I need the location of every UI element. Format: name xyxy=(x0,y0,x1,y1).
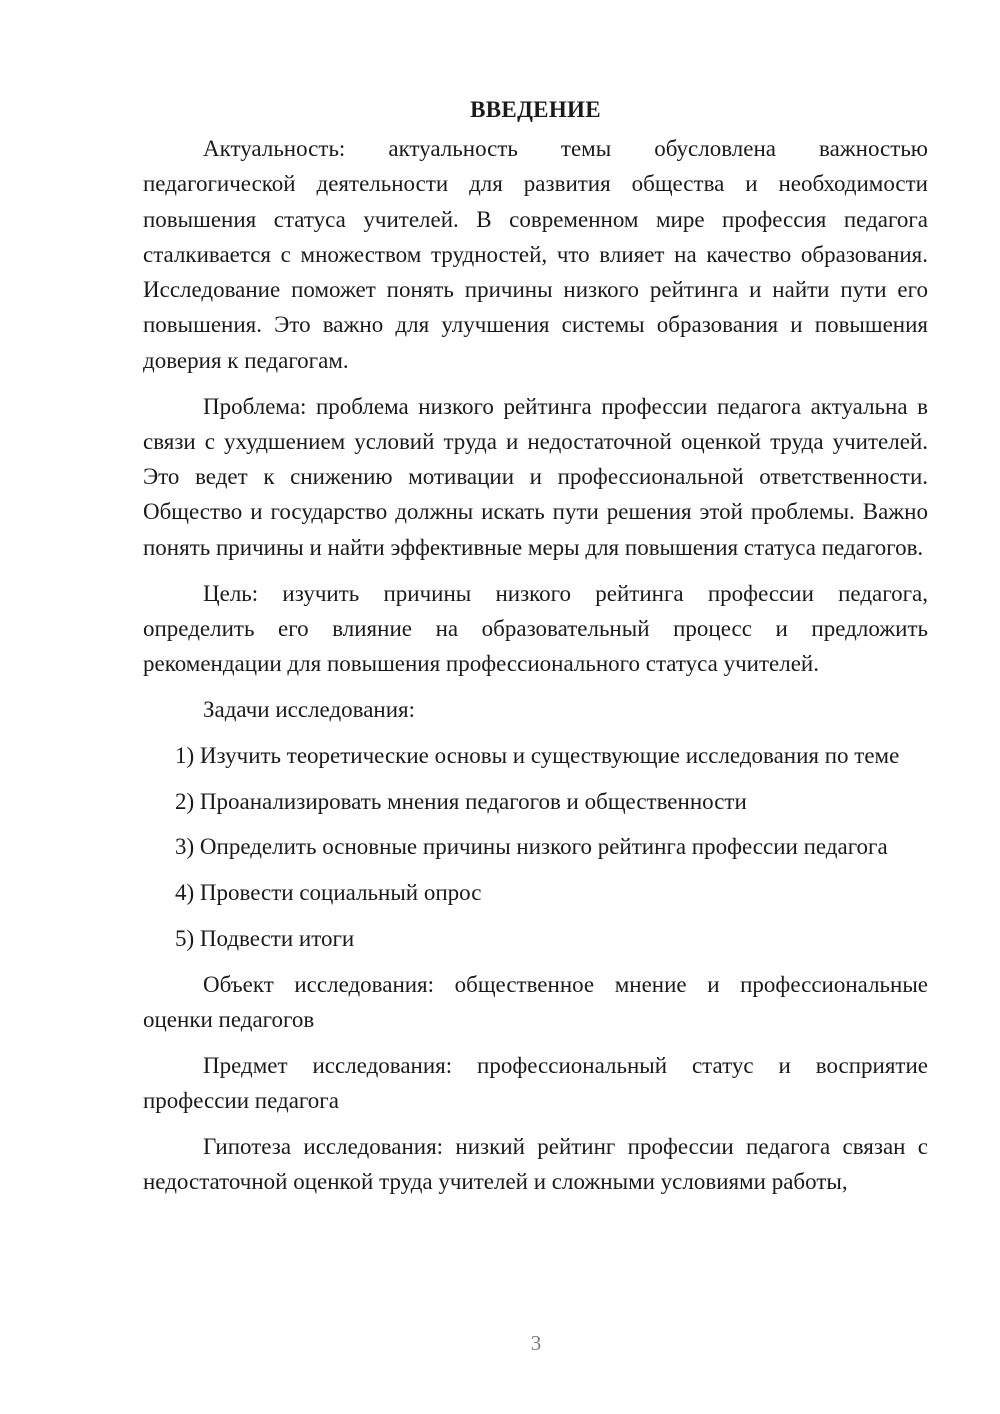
page-number: 3 xyxy=(530,1331,542,1355)
relevance-paragraph: Актуальность: актуальность темы обусловлена важностью педагогической деятельности для развития общества и необходимости повышения статуса учителей. В современном мире профессия педагога сталкивается с множеством трудностей, что влияет на качество образования. Исследование поможет понять причины низкого рейтинга и найти пути его повышения. Это важно для улучшения системы образования и повышения доверия к педагогам. xyxy=(143,136,928,373)
problem-paragraph: Проблема: проблема низкого рейтинга профессии педагога актуальна в связи с ухудшением условий труда и недостаточной оценкой труда учителей. Это ведет к снижению мотивации и профессиональной ответственности. Общество и государство должны искать пути решения этой проблемы. Важно понять причины и найти эффективные меры для повышения статуса педагогов. xyxy=(143,393,928,560)
goal-paragraph: Цель: изучить причины низкого рейтинга профессии педагога, определить его влияние на образовательный процесс и предложить рекомендации для повышения профессионального статуса учителей. xyxy=(143,580,928,677)
task-item: 4) Провести социальный опрос xyxy=(175,880,482,906)
hypothesis-paragraph: Гипотеза исследования: низкий рейтинг профессии педагога связан с недостаточной оценкой труда учителей и сложными условиями работы, xyxy=(143,1133,928,1195)
task-item: 3) Определить основные причины низкого рейтинга профессии педагога xyxy=(175,834,888,860)
task-item: 1) Изучить теоретические основы и существующие исследования по теме xyxy=(175,742,900,768)
object-paragraph: Объект исследования: общественное мнение и профессиональные оценки педагогов xyxy=(143,971,928,1033)
subject-paragraph: Предмет исследования: профессиональный статус и восприятие профессии педагога xyxy=(143,1052,928,1114)
tasks-heading: Задачи исследования: xyxy=(203,696,416,722)
task-item: 5) Подвести итоги xyxy=(175,925,355,951)
section-title: ВВЕДЕНИЕ xyxy=(470,97,601,122)
document-page xyxy=(143,92,928,1210)
task-item: 2) Проанализировать мнения педагогов и общественности xyxy=(175,788,747,814)
